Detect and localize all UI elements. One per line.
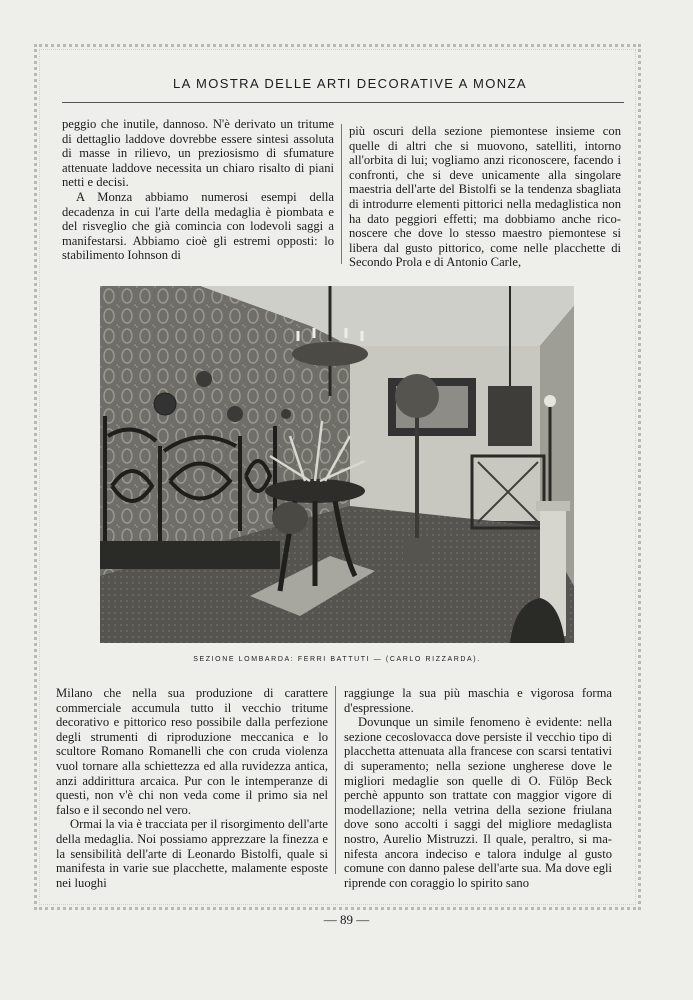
page-number: — 89 —: [323, 912, 370, 927]
paragraph: A Monza abbiamo numerosi esempi della decadenza in cui l'arte della medaglia è piombata e del risveglio che già comincia con lodevoli saggi a manifestarsi. Abbiamo cioè gli estremi opposti: lo stabilimento Iohnson di: [62, 189, 334, 263]
photo-caption: SEZIONE LOMBARDA: FERRI BATTUTI — (CARLO RIZZARDA).: [193, 656, 481, 663]
top-right-column: [349, 124, 621, 270]
running-head: LA MOSTRA DELLE ARTI DECORATIVE A MONZA: [173, 76, 527, 91]
photo-illustration: [100, 286, 574, 643]
paragraph: raggiunge la sua più maschia e vigorosa forma d'espressione.: [344, 686, 612, 715]
paragraph: Dovunque un simile fenomeno è evidente: nella sezione cecoslovacca dove persiste il vecchio tipo di placchetta attenuata alla francese con scarsi tentativi di superamento; nella sezione ungherese dove le migliori medaglie son quelle di O. Fülöp Beck perchè appunto son trattate con maggior vigore di modellazione; nella vetrina della sezione friulana dove sono accolti i saggi del migliore medaglista nostro, Aurelio Mistruzzi. Il quale, peraltro, si manifesta ancora indeciso e talora indulge al gusto comune con danno palese dell'arte sua. Ma dove egli riprende con coraggio lo spirito sano: [344, 715, 612, 890]
paragraph: peggio che inutile, dannoso. N'è derivato un tritume di dettaglio laddove dovrebbe essere sintesi assoluta di masse in rilievo, un preziosismo di sfumature attenuate laddove necessita un chiaro risalto di piani netti e decisi.: [62, 117, 334, 190]
column-divider: [335, 686, 336, 874]
paragraph: Milano che nella sua produzione di carattere commerciale accumula tutto il vecchio tritume decorativo e pittorico reso possibile dalla perfezione degli strumenti di riproduzione meccanica e lo scultore Romano Romanelli che con cruda violenza vuol tornare alla schiettezza ed alla ruvidezza antica, anzi addirittura arcaica. Pur con le intemperanze di questi, non v'è chi non veda come il primo sia nel falso e il secondo nel vero.: [56, 686, 328, 817]
column-divider: [341, 124, 342, 264]
bottom-right-column: [344, 686, 612, 890]
paragraph: Ormai la via è tracciata per il risorgimento dell'arte della medaglia. Noi possiamo apprezzare la finezza e la sensibilità dell'arte di Leonardo Bistolfi, quale si manifesta in varie sue placchette, malamente esposte nei luoghi: [56, 817, 328, 890]
exhibition-photo: [100, 286, 574, 643]
header-rule: [62, 102, 624, 103]
paragraph: più oscuri della sezione piemontese insieme con quelle di altri che si muovono, satelliti, intorno all'orbita di lui; vogliamo anzi riconoscere, facendo i confronti, che si deve unicamente alla singolare maestria dell'arte del Bistolfi se la tendenza sbagliata di introdurre elementi pittorici nella medaglistica non ha dato peggiori effetti; ma dobbiamo anche riconoscere che dove lo stesso maestro piemontese si libera dal gusto pittorico, come nelle placchette di Secondo Prola e di Antonio Carle,: [349, 124, 621, 270]
bottom-left-column: [56, 686, 328, 890]
top-left-column: [62, 117, 334, 263]
